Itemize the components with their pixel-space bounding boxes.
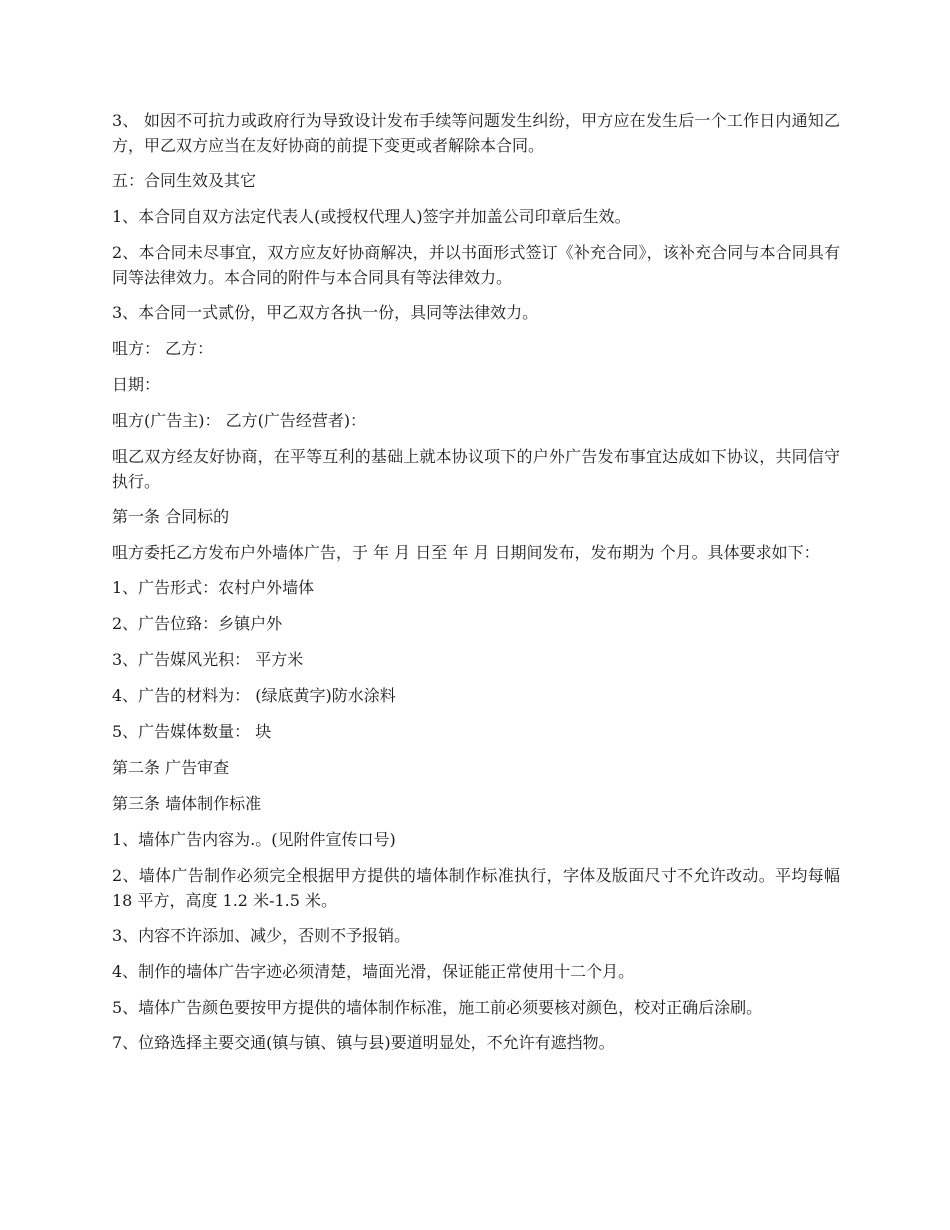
- ad-quantity-item: 5、广告媒体数量： 块: [112, 722, 272, 741]
- article-1-heading: 第一条 合同标的: [112, 507, 230, 526]
- clause-copies: 3、本合同一式贰份，甲乙双方各执一份，具同等法律效力。: [112, 303, 539, 322]
- standard-item-5: 5、墙体广告颜色要按甲方提供的墙体制作标准，施工前必须要核对颜色，校对正确后涂刷。: [112, 998, 763, 1017]
- document-page: [112, 108, 840, 1066]
- clause-supplementary: 2、本合同未尽事宜，双方应友好协商解决，并以书面形式签订《补充合同》，该补充合同与本合同具有同等法律效力。本合同的附件与本合同具有等法律效力。: [112, 243, 840, 287]
- signature-parties-line: 咀方： 乙方：: [112, 339, 214, 358]
- article-2-heading: 第二条 广告审查: [112, 758, 230, 777]
- ad-area-item: 3、广告媒风光积： 平方米: [112, 650, 304, 669]
- standard-item-1: 1、墙体广告内容为.。(见附件宣传口号): [112, 830, 396, 849]
- section-heading-effectiveness: 五：合同生效及其它: [112, 171, 257, 190]
- standard-item-3: 3、内容不许添加、减少，否则不予报销。: [112, 926, 411, 945]
- standard-item-2: 2、墙体广告制作必须完全根据甲方提供的墙体制作标准执行，字体及版面尺寸不允许改动。平均每幅 18 平方，高度 1.2 米-1.5 米。: [112, 866, 840, 910]
- parties-line: 咀方(广告主)： 乙方(广告经营者)：: [112, 411, 367, 430]
- clause-force-majeure: 3、 如因不可抗力或政府行为导致设计发布手续等问题发生纠纷，甲方应在发生后一个工作日内通知乙方，甲乙双方应当在友好协商的前提下变更或者解除本合同。: [112, 111, 840, 155]
- ad-location-item: 2、广告位臵：乡镇户外: [112, 614, 283, 633]
- preamble-paragraph: 咀乙双方经友好协商，在平等互利的基础上就本协议项下的户外广告发布事宜达成如下协议，共同信守执行。: [112, 447, 840, 491]
- date-line: 日期：: [112, 375, 161, 394]
- article-1-body: 咀方委托乙方发布户外墙体广告，于 年 月 日至 年 月 日期间发布，发布期为 个月。具体要求如下：: [112, 543, 820, 562]
- clause-effective-date: 1、本合同自双方法定代表人(或授权代理人)签字并加盖公司印章后生效。: [112, 207, 631, 226]
- standard-item-7: 7、位臵选择主要交通(镇与镇、镇与县)要道明显处，不允许有遮挡物。: [112, 1033, 615, 1052]
- article-3-heading: 第三条 墙体制作标准: [112, 794, 262, 813]
- ad-material-item: 4、广告的材料为： (绿底黄字)防水涂料: [112, 686, 396, 705]
- ad-form-item: 1、广告形式：农村户外墙体: [112, 578, 315, 597]
- standard-item-4: 4、制作的墙体广告字迹必须清楚，墙面光滑，保证能正常使用十二个月。: [112, 962, 635, 981]
